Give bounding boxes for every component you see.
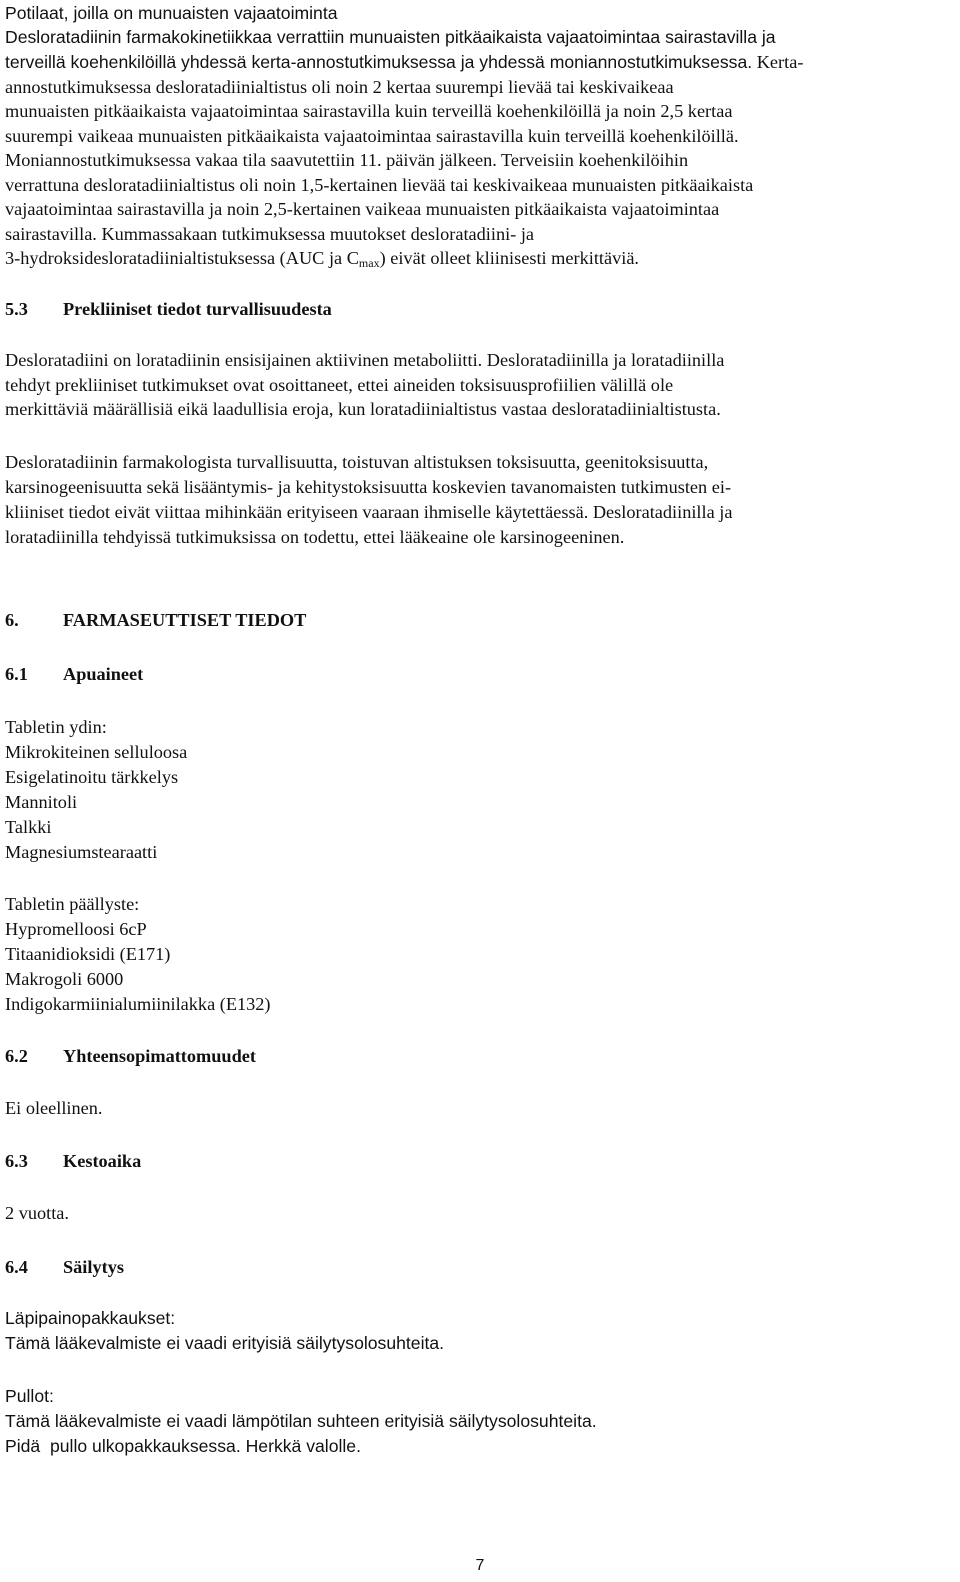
s53-p2-line-1: Desloratadiinin farmakologista turvallisuutta, toistuvan altistuksen toksisuutta, geenitoksisuutta, — [5, 452, 709, 472]
renal-line-6-text: Moniannostutkimuksessa vakaa tila saavutettiin 11. päivän jälkeen. — [5, 150, 497, 170]
renal-line-10-b: ) eivät olleet kliinisesti merkittäviä. — [379, 248, 639, 268]
core-item: Mikrokiteinen selluloosa — [5, 742, 188, 762]
bottle-label: Pullot: — [5, 1386, 54, 1406]
s53-p2-line-3: kliiniset tiedot eivät viittaa mihinkään erityiseen vaaraan ihmiselle käytettäessä. Desloratadiinilla ja — [5, 502, 733, 522]
renal-line-6 — [5, 148, 688, 172]
s53-p1-line-1: Desloratadiini on loratadiinin ensisijainen aktiivinen metaboliitti. Desloratadiinilla ja loratadiinilla — [5, 350, 725, 370]
blister-text: Tämä lääkevalmiste ei vaadi erityisiä säilytysolosuhteita. — [5, 1333, 445, 1353]
core-item: Mannitoli — [5, 792, 78, 812]
core-item: Magnesiumstearaatti — [5, 842, 158, 862]
section-number: 6.3 — [5, 1151, 28, 1171]
section-title: Apuaineet — [63, 664, 144, 684]
renal-line-5: suurempi vaikeaa munuaisten pitkäaikaista vajaatoimintaa sairastavilla kuin terveillä koehenkilöillä. — [5, 126, 739, 146]
page-number: 7 — [475, 1557, 485, 1574]
renal-line-10 — [5, 246, 639, 270]
section-title: Kestoaika — [63, 1151, 142, 1171]
bottle-text-2: Pidä pullo ulkopakkauksessa. Herkkä valolle. — [5, 1436, 361, 1456]
coat-label: Tabletin päällyste: — [5, 894, 140, 914]
renal-intro-line-1: Desloratadiinin farmakokinetiikkaa verrattiin munuaisten pitkäaikaista vajaatoimintaa sairastavilla ja — [5, 27, 776, 47]
s53-p1-line-3: merkittäviä määrällisiä eikä laadullisia eroja, kun loratadiinialtistus vastaa desloratadiinialtistusta. — [5, 399, 721, 419]
s53-p2-line-2: karsinogeenisuutta sekä lisääntymis- ja kehitystoksisuutta koskevien tavanomaisten tutkimusten ei- — [5, 477, 732, 497]
section-title: Prekliiniset tiedot turvallisuudesta — [63, 299, 332, 319]
s53-p2-line-4: loratadiinilla tehdyissä tutkimuksissa on todettu, ettei lääkeaine ole karsinogeeninen. — [5, 527, 625, 547]
coat-item: Hypromelloosi 6cP — [5, 919, 147, 939]
renal-line-3: annostutkimuksessa desloratadiinialtistus oli noin 2 kertaa suurempi lievää tai keskivaikeaa — [5, 77, 674, 97]
blister-label: Läpipainopakkaukset: — [5, 1308, 176, 1328]
coat-item: Indigokarmiinialumiinilakka (E132) — [5, 994, 271, 1014]
renal-line-9: sairastavilla. Kummassakaan tutkimuksessa muutokset desloratadiini- ja — [5, 224, 535, 244]
section-6-2-heading — [5, 1044, 256, 1068]
section-title: Yhteensopimattomuudet — [63, 1046, 256, 1066]
renal-intro-line-2-text: terveillä koehenkilöillä yhdessä kerta-annostutkimuksessa ja yhdessä moniannostutkimuksessa. — [5, 52, 753, 72]
s62-text: Ei oleellinen. — [5, 1098, 103, 1118]
renal-line-7: verrattuna desloratadiinialtistus oli noin 1,5-kertainen lievää tai keskivaikeaa munuaisten pitkäaikaista — [5, 175, 754, 195]
section-number: 6.2 — [5, 1046, 28, 1066]
section-number: 5.3 — [5, 299, 28, 319]
core-item: Talkki — [5, 817, 52, 837]
renal-line-8: vajaatoimintaa sairastavilla ja noin 2,5-kertainen vaikeaa munuaisten pitkäaikaista vajaatoimintaa — [5, 199, 720, 219]
core-label: Tabletin ydin: — [5, 717, 107, 737]
section-6-4-heading — [5, 1255, 124, 1279]
cmax-subscript: max — [358, 256, 380, 270]
renal-line-6-tail: Terveisiin koehenkilöihin — [501, 150, 689, 170]
section-5-3-heading — [5, 297, 332, 321]
core-item: Esigelatinoitu tärkkelys — [5, 767, 179, 787]
renal-line-4: munuaisten pitkäaikaista vajaatoimintaa sairastavilla kuin terveillä koehenkilöillä ja noin 2,5 kertaa — [5, 101, 733, 121]
coat-item: Titaanidioksidi (E171) — [5, 944, 171, 964]
renal-section-title: Potilaat, joilla on munuaisten vajaatoiminta — [5, 3, 338, 23]
section-number: 6. — [5, 610, 19, 630]
renal-intro-line-2 — [5, 50, 803, 74]
s63-text: 2 vuotta. — [5, 1203, 69, 1223]
section-title: Säilytys — [63, 1257, 124, 1277]
section-number: 6.1 — [5, 664, 28, 684]
section-number: 6.4 — [5, 1257, 28, 1277]
coat-item: Makrogoli 6000 — [5, 969, 124, 989]
section-6-1-heading — [5, 662, 143, 686]
s53-p1-line-2: tehdyt prekliiniset tutkimukset ovat osoittaneet, ettei aineiden toksisuusprofiilien välillä ole — [5, 375, 674, 395]
section-title: FARMASEUTTISET TIEDOT — [63, 610, 307, 630]
renal-intro-line-2-tail: Kerta- — [756, 52, 804, 72]
section-6-heading — [5, 608, 306, 632]
renal-line-10-a: 3-hydroksidesloratadiinialtistuksessa (AUC ja C — [5, 248, 359, 268]
section-6-3-heading — [5, 1149, 141, 1173]
bottle-text-1: Tämä lääkevalmiste ei vaadi lämpötilan suhteen erityisiä säilytysolosuhteita. — [5, 1411, 597, 1431]
